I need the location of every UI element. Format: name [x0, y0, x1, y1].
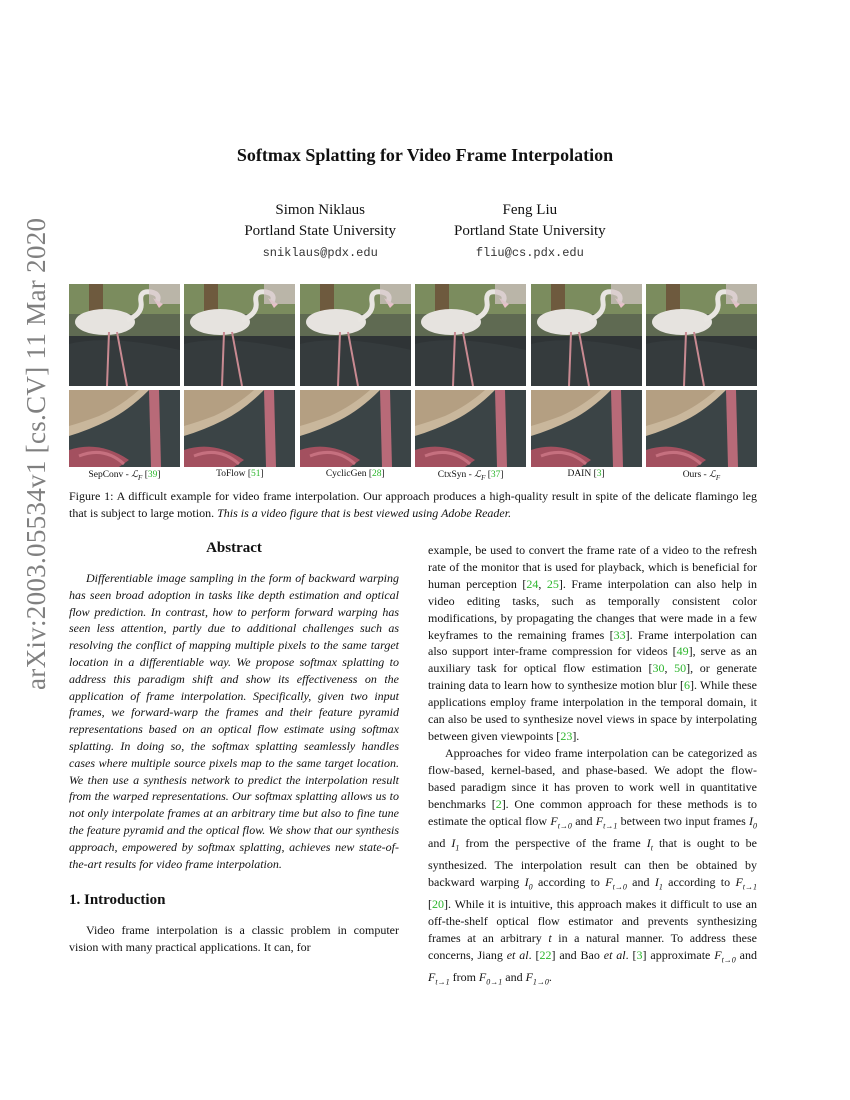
- citation-link[interactable]: 24: [526, 576, 539, 591]
- method-name: CtxSyn -: [437, 470, 475, 480]
- abstract-text: Differentiable image sampling in the form of backward warping has seen broad adoption in tasks like depth estimation and optical flow prediction. In contrast, how to perform forward warping has seen less attention, partly due to additional challenges such as resolving the conflict of mapping multiple pixels to the same target location in a differentiable way. We propose softmax splatting to address this paradigm shift and show its effectiveness on the application of frame interpolation. Specifically, given two input frames, we forward-warp the frames and their feature pyramid representations based on an optical flow estimate using softmax splatting. In doing so, the softmax splatting seamlessly handles cases where multiple source pixels map to the same target location. We then use a synthesis network to predict the interpolation result from the warped representations. Our softmax splatting allows us to not only interpolate frames at an arbitrary time but also to fine tune the feature pyramid and the optical flow. We show that our synthesis approach, empowered by softmax splatting, achieves new state-of-the-art results for video frame interpolation.: [69, 571, 399, 871]
- math-subscript: 0→1: [486, 977, 503, 987]
- math-subscript: t→0: [557, 820, 572, 830]
- flamingo-frame-image: [415, 284, 526, 386]
- citation-link[interactable]: 20: [432, 897, 444, 912]
- math-subscript: t: [650, 843, 653, 853]
- citation-link[interactable]: 2: [495, 796, 502, 811]
- abstract-heading: Abstract: [206, 540, 262, 556]
- citation-link[interactable]: 50: [674, 661, 687, 676]
- et-al: et al: [506, 948, 529, 963]
- paragraph-text: . [: [625, 948, 637, 963]
- figure-panel: [300, 284, 411, 482]
- paragraph-text: and: [502, 970, 526, 985]
- math-subscript: 1: [455, 843, 460, 853]
- author-1: [244, 200, 396, 264]
- citation-link[interactable]: 22: [539, 948, 552, 963]
- leg-closeup-image: [184, 390, 295, 467]
- figure-panel: [531, 284, 642, 482]
- caption-italic-note: This is a video figure that is best viewed using Adobe Reader.: [217, 506, 512, 520]
- math-symbol: I: [451, 835, 456, 850]
- figure-1-panels: [69, 284, 757, 482]
- method-name: ToFlow: [216, 469, 246, 479]
- leg-closeup-image: [300, 390, 411, 467]
- paragraph-text: ] approximate: [642, 948, 715, 963]
- loss-symbol: ℒ: [474, 470, 482, 480]
- citation-link[interactable]: 28: [372, 469, 382, 479]
- math-symbol: F: [595, 813, 604, 828]
- loss-symbol: ℒ: [131, 470, 139, 480]
- paragraph-text: ]. While these applications employ frame interpolation in the temporal domain, it can also be used to synthesize novel views in space by interpolating between given viewpoints [: [428, 678, 757, 743]
- math-subscript: t→1: [742, 882, 758, 892]
- citation-link[interactable]: 3: [596, 469, 602, 479]
- paragraph-text: and: [626, 875, 655, 889]
- loss-subscript: F: [481, 473, 486, 482]
- figure-caption: [69, 488, 757, 522]
- leg-closeup-image: [415, 390, 526, 467]
- loss-subscript: F: [138, 473, 143, 482]
- math-subscript: 0: [528, 882, 533, 892]
- citation-link[interactable]: 6: [684, 678, 690, 693]
- paragraph-text: and: [735, 948, 758, 963]
- paragraph-text: ], serve as an auxiliary task for optical flow estimation [: [428, 644, 758, 676]
- paragraph-text: between two input frames: [617, 813, 749, 828]
- citation-link[interactable]: 33: [613, 627, 626, 642]
- author-email: sniklaus@pdx.edu: [262, 246, 378, 260]
- left-column: [69, 540, 399, 956]
- paragraph-text: ].: [572, 728, 580, 743]
- figure-panel: [184, 284, 295, 482]
- citation-link[interactable]: 37: [490, 470, 501, 480]
- leg-closeup-image: [646, 390, 757, 467]
- paragraph-text: ,: [538, 576, 547, 591]
- paragraph-text: that is ought to be synthesized. The interpolation result can then be obtained by backward warping: [428, 835, 757, 889]
- paragraph-text: from the perspective of the frame: [459, 835, 647, 850]
- math-symbol: I: [524, 875, 529, 889]
- math-symbol: F: [478, 970, 487, 985]
- author-email: fliu@cs.pdx.edu: [475, 246, 584, 260]
- loss-symbol: ℒ: [709, 470, 716, 480]
- panel-label: SepConv - ℒ$_F$ [39]: [88, 470, 161, 482]
- math-symbol: I: [749, 813, 753, 828]
- panel-label: CtxSyn - ℒ$_F$ [37]: [437, 470, 504, 482]
- citation-link[interactable]: 25: [546, 576, 559, 591]
- paragraph-text: ]. One common approach for these methods is to estimate the optical flow: [428, 796, 757, 828]
- paragraph-text: .: [548, 970, 552, 985]
- paragraph-text: . [: [528, 948, 540, 963]
- figure-panel: [69, 284, 180, 482]
- flamingo-frame-image: [300, 284, 411, 386]
- math-symbol: F: [525, 970, 533, 985]
- flamingo-frame-image: [646, 284, 757, 386]
- math-symbol: F: [714, 948, 722, 963]
- figure-panel: [646, 284, 757, 482]
- paragraph-text: example, be used to convert the frame rate of a video to the refresh rate of the monitor that is used for playback, which is beneficial for human perception [: [428, 543, 757, 591]
- right-column: [428, 542, 757, 992]
- figure-panel: [415, 284, 526, 482]
- introduction-heading: 1. Introduction: [69, 892, 166, 909]
- citation-link[interactable]: 51: [251, 469, 261, 479]
- citation-link[interactable]: 3: [636, 948, 643, 963]
- leg-closeup-image: [531, 390, 642, 467]
- math-subscript: 1→0: [532, 977, 549, 987]
- citation-link[interactable]: 23: [560, 728, 573, 743]
- math-symbol: F: [550, 813, 558, 828]
- paragraph-text: Approaches for video frame interpolation can be categorized as flow-based, kernel-based, and phase-based. We adopt the flow-based paradigm since it has proven to work well in quantitative benchmarks [: [428, 745, 757, 811]
- caption-text: Figure 1: A difficult example for video frame interpolation. Our approach produces a high-quality result in spite of the delicate flamingo leg that is subject to large motion.: [69, 489, 757, 520]
- paper-title: Softmax Splatting for Video Frame Interpolation: [236, 145, 614, 165]
- author-2: [454, 200, 606, 264]
- arxiv-side-identifier: arXiv:2003.05534v1 [cs.CV] 11 Mar 2020: [21, 217, 51, 690]
- method-name: Ours -: [682, 470, 710, 480]
- method-name: SepConv -: [88, 470, 132, 480]
- paragraph-text: and: [428, 835, 452, 850]
- math-symbol: I: [654, 875, 659, 889]
- paragraph-text: from: [449, 970, 479, 985]
- paragraph-text: ]. Frame interpolation can also support inter-frame compression for videos [: [428, 627, 758, 659]
- method-name: CyclicGen: [325, 469, 367, 479]
- panel-label: CyclicGen [28]: [325, 469, 385, 479]
- paragraph-text: in a natural manner. To address these concerns, Jiang: [428, 931, 757, 963]
- paragraph-text: [: [428, 897, 432, 912]
- paragraph-text: ,: [664, 661, 675, 676]
- author-block: [0, 200, 850, 264]
- math-subscript: t→0: [721, 955, 736, 965]
- leg-closeup-image: [69, 390, 180, 467]
- math-subscript: t→1: [603, 820, 618, 830]
- intro-paragraph-approaches: [428, 745, 757, 992]
- math-symbol: t: [548, 931, 552, 946]
- paragraph-text: according to: [662, 875, 736, 889]
- paragraph-text: ]. While it is intuitive, this approach makes it difficult to use an off-the-shelf optical flow estimator and prevents synthesizing frames at an arbitrary: [428, 897, 757, 946]
- author-affiliation: Portland State University: [454, 223, 606, 239]
- author-name: Simon Niklaus: [275, 202, 365, 218]
- loss-subscript: F: [715, 473, 721, 482]
- paragraph-text: ]. Frame interpolation can also help in video editing tasks, such as temporally consistent color modifications, by propagating the changes that were made in a few keyframes to the remaining frames [: [428, 576, 757, 642]
- flamingo-frame-image: [184, 284, 295, 386]
- paragraph-text: ] and Bao: [551, 948, 604, 963]
- flamingo-frame-image: [69, 284, 180, 386]
- flamingo-frame-image: [531, 284, 642, 386]
- math-symbol: F: [605, 875, 613, 889]
- et-al: et al: [603, 948, 626, 963]
- math-subscript: t→0: [612, 882, 627, 892]
- intro-paragraph-continued: [428, 542, 757, 745]
- introduction-paragraph: Video frame interpolation is a classic problem in computer vision with many practical applications. It can, for: [69, 923, 399, 955]
- math-subscript: 0: [753, 820, 757, 830]
- author-name: Feng Liu: [502, 202, 558, 218]
- math-subscript: t→1: [435, 977, 450, 987]
- panel-label: ToFlow [51]: [216, 469, 264, 479]
- paragraph-text: according to: [532, 875, 606, 889]
- method-name: DAIN: [567, 469, 592, 479]
- citation-link[interactable]: 39: [147, 470, 158, 480]
- citation-link[interactable]: 30: [652, 661, 665, 676]
- citation-link[interactable]: 49: [676, 644, 689, 659]
- author-affiliation: Portland State University: [244, 223, 396, 239]
- panel-label: [646, 469, 757, 482]
- paragraph-text: and: [571, 813, 596, 828]
- math-subscript: 1: [658, 882, 663, 892]
- math-symbol: F: [428, 970, 436, 985]
- paragraph-text: ], or generate training data to learn how to synthesize motion blur [: [428, 661, 757, 693]
- panel-label: DAIN [3]: [567, 469, 605, 479]
- math-symbol: I: [646, 835, 651, 850]
- math-symbol: F: [735, 875, 743, 889]
